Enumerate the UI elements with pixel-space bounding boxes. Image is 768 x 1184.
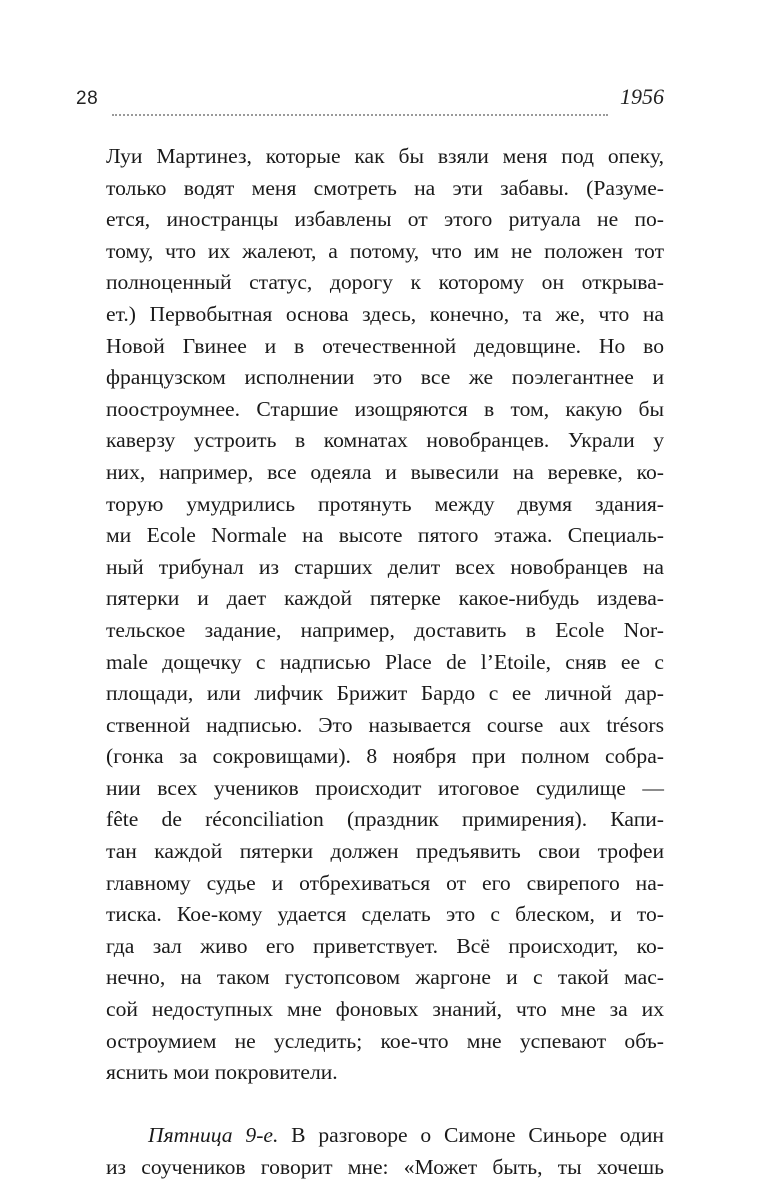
text-line: тиска. Кое-кому удается сделать это с блеском, и то- — [106, 902, 664, 927]
text-line: ми Ecole Normale на высоте пятого этажа. Специаль- — [106, 523, 664, 548]
page-number: 28 — [76, 88, 99, 109]
text-line: французском исполнении это все же поэлегантнее и — [106, 365, 664, 390]
text-line: male дощечку с надписью Place de l’Etoile, сняв ее с — [106, 649, 664, 674]
dotted-leader — [112, 100, 608, 116]
paragraph-spacer — [106, 1089, 664, 1121]
text-line: тельское задание, например, доставить в Ecole Nor- — [106, 617, 664, 642]
text-line: ственной надписью. Это называется course aux trésors — [106, 712, 664, 737]
text-line: тому, что их жалеют, а потому, что им не положен тот — [106, 238, 664, 263]
text-line: гда зал живо его приветствует. Всё происходит, ко- — [106, 933, 664, 958]
text-line-first — [106, 1120, 664, 1152]
text-line: остроумием не уследить; кое-что мне успевают объ- — [106, 1028, 664, 1053]
text-line: нии всех учеников происходит итоговое судилище — — [106, 775, 664, 800]
text-line: нечно, на таком густопсовом жаргоне и с такой мас- — [106, 965, 664, 990]
paragraph-2 — [106, 1120, 664, 1183]
text-line: яснить мои покровители. — [106, 1060, 338, 1085]
text-line: Луи Мартинез, которые как бы взяли меня под опеку, — [106, 144, 664, 168]
text-line: из соучеников говорит мне: «Может быть, ты хочешь — [106, 1155, 664, 1179]
text-line: ется, иностранцы избавлены от этого ритуала не по- — [106, 207, 664, 232]
text-line: них, например, все одеяла и вывесили на веревке, ко- — [106, 459, 664, 484]
text-line: ный трибунал из старших делит всех новобранцев на — [106, 554, 664, 579]
date-heading: Пятница 9-е. — [148, 1123, 279, 1148]
text-line: площади, или лифчик Брижит Бардо с ее личной дар- — [106, 681, 664, 706]
text-line: главному судье и отбрехиваться от его свирепого на- — [106, 870, 664, 895]
body-text — [106, 141, 664, 1184]
text-line: Новой Гвинее и в отечественной дедовщине. Но во — [106, 333, 664, 358]
running-header — [76, 84, 664, 124]
text-line: полноценный статус, дорогу к которому он открыва- — [106, 270, 664, 295]
text-line: сой недоступных мне фоновых знаний, что мне за их — [106, 997, 664, 1022]
first-line-rest: В разговоре о Симоне Синьоре один — [278, 1123, 664, 1148]
text-line: только водят меня смотреть на эти забавы. (Разуме- — [106, 175, 664, 200]
text-line: тан каждой пятерки должен предъявить свои трофеи — [106, 839, 664, 864]
text-line: пятерки и дает каждой пятерке какое-нибудь издева- — [106, 586, 664, 611]
paragraph-1 — [106, 141, 664, 1089]
text-line: поостроумнее. Старшие изощряются в том, какую бы — [106, 396, 664, 421]
running-title: 1956 — [620, 84, 664, 109]
text-line: fête de réconciliation (праздник примирения). Капи- — [106, 807, 664, 832]
text-line: ет.) Первобытная основа здесь, конечно, та же, что на — [106, 301, 664, 326]
text-line: торую умудрились протянуть между двумя здания- — [106, 491, 664, 516]
text-line: (гонка за сокровищами). 8 ноября при полном собра- — [106, 744, 664, 769]
text-line: каверзу устроить в комнатах новобранцев. Украли у — [106, 428, 664, 453]
